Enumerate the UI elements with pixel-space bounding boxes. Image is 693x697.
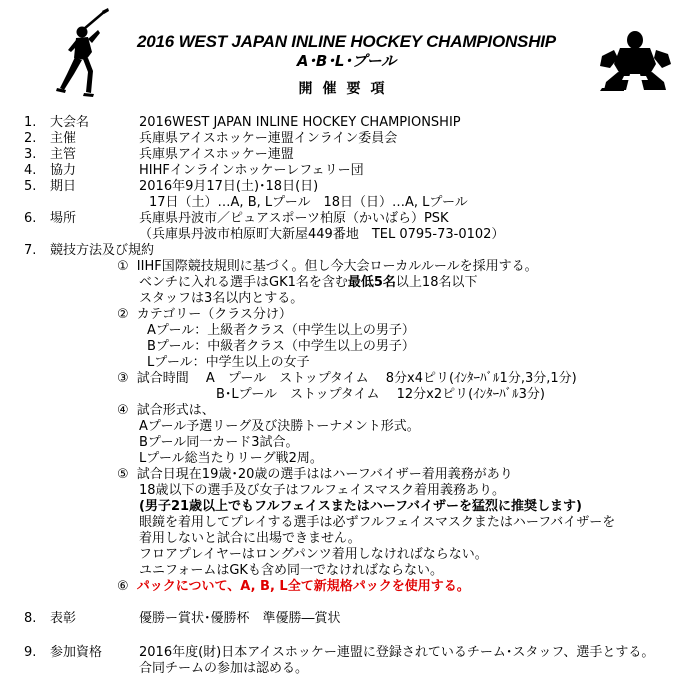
item-value: 兵庫県丹波市／ピュアスポーツ柏原（かいばら）PSK bbox=[139, 211, 449, 226]
rule-text: IIHF国際競技規則に基づく。但し今大会ローカルルールを採用する。 bbox=[136, 259, 538, 274]
item-number: 8. bbox=[24, 611, 37, 626]
rule-5-glasses: 眼鏡を着用してプレイする選手は必ずフルフェイスマスクまたはハーフバイザーを bbox=[139, 515, 616, 530]
item-value: 2016年9月17日(土)･18日(日) bbox=[139, 179, 319, 194]
rule-4 bbox=[117, 403, 215, 419]
item-value: HIHFインラインホッケーレフェリー団 bbox=[139, 163, 364, 178]
rule-2-pool-a: Aプール：上級者クラス（中学生以上の男子） bbox=[147, 323, 415, 338]
rule-text: 試合日現在19歳･20歳の選手ははハーフバイザー着用義務があり bbox=[136, 467, 513, 482]
rule-mark: ⑥ bbox=[117, 579, 129, 594]
item-label: 競技方法及び規約 bbox=[50, 243, 155, 258]
item-label: 主管 bbox=[50, 147, 77, 162]
rule-4-pool-l: Lプール総当たりリーグ戦2周。 bbox=[139, 451, 323, 466]
rule-5-uniform: ユニフォームはGKも含め同一でなければならない。 bbox=[139, 563, 443, 578]
rule-text: 以上18名以下 bbox=[395, 275, 478, 290]
item-value: （兵庫県丹波市柏原町大新屋449番地 TEL 0795-73-0102） bbox=[139, 227, 505, 242]
rule-mark: ③ bbox=[117, 371, 129, 386]
rule-1-staff: スタッフは3名以内とする。 bbox=[139, 291, 304, 306]
rule-1 bbox=[117, 259, 538, 275]
rule-3-pool-bl: B･Lプール ストップタイム 12分x2ピリ(ｲﾝﾀｰﾊﾞﾙ3分) bbox=[216, 387, 546, 402]
item-label: 期日 bbox=[50, 179, 77, 194]
rule-5-pants: フロアプレイヤーはロングパンツ着用しなければならない。 bbox=[139, 547, 488, 562]
pool-subtitle: A･B･L･プール bbox=[296, 52, 397, 70]
rule-text: 試合形式は、 bbox=[136, 403, 215, 418]
rule-5-under18: 18歳以下の選手及び女子はフルフェイスマスク着用義務あり。 bbox=[139, 483, 505, 498]
item-value: 優勝ー賞状･優勝杯 準優勝―賞状 bbox=[139, 611, 341, 626]
event-title-en: 2016 WEST JAPAN INLINE HOCKEY CHAMPIONSHIP bbox=[137, 32, 556, 51]
rule-4-pool-b: Bプール同一カード3試合。 bbox=[139, 435, 299, 450]
rule-text-bold: 最低5名 bbox=[347, 275, 396, 290]
item-number: 2. bbox=[24, 131, 37, 146]
rule-mark: ④ bbox=[117, 403, 129, 418]
item-number: 5. bbox=[24, 179, 37, 194]
rule-text: カテゴリー（クラス分け） bbox=[136, 307, 292, 322]
rule-text: 試合時間 A プール ストップタイム 8分x4ピリ(ｲﾝﾀｰﾊﾞﾙ1分,3分,1分) bbox=[136, 371, 577, 386]
item-value: 兵庫県アイスホッケー連盟 bbox=[139, 147, 294, 162]
rule-5-recommendation: (男子21歳以上でもフルフェイスまたはハーフバイザーを猛烈に推奨します) bbox=[139, 499, 582, 514]
rule-1-roster bbox=[139, 275, 477, 291]
item-number: 1. bbox=[24, 115, 37, 130]
item-number: 4. bbox=[24, 163, 37, 178]
item-label: 参加資格 bbox=[50, 645, 103, 660]
item-value: 合同チームの参加は認める。 bbox=[139, 661, 309, 676]
item-value: 兵庫県アイスホッケー連盟インライン委員会 bbox=[139, 131, 398, 146]
rule-mark: ① bbox=[117, 259, 129, 274]
item-value: 2016年度(財)日本アイスホッケー連盟に登録されているチーム･スタッフ、選手とする。 bbox=[139, 645, 655, 660]
item-value: 17日（土）…A, B, Lプール 18日（日）…A, Lプール bbox=[149, 195, 468, 210]
rule-2-pool-b: Bプール：中級者クラス（中学生以上の男子） bbox=[147, 339, 415, 354]
rule-text: ベンチに入れる選手はGK1名を含む bbox=[139, 275, 348, 290]
item-number: 9. bbox=[24, 645, 37, 660]
item-label: 表彰 bbox=[50, 611, 77, 626]
item-number: 6. bbox=[24, 211, 37, 226]
item-label: 大会名 bbox=[50, 115, 90, 130]
rule-5 bbox=[117, 467, 513, 483]
page-heading: 開催要項 bbox=[298, 81, 395, 97]
item-number: 3. bbox=[24, 147, 37, 162]
rule-5-glasses-cont: 着用しないと試合に出場できません。 bbox=[139, 531, 361, 546]
item-value: 2016WEST JAPAN INLINE HOCKEY CHAMPIONSHIP bbox=[139, 115, 461, 130]
item-label: 協力 bbox=[50, 163, 77, 178]
item-label: 場所 bbox=[50, 211, 77, 226]
rule-2 bbox=[117, 307, 292, 323]
item-label: 主催 bbox=[50, 131, 77, 146]
rule-mark: ⑤ bbox=[117, 467, 129, 482]
rule-2-pool-l: Lプール：中学生以上の女子 bbox=[147, 355, 310, 370]
rule-mark: ② bbox=[117, 307, 129, 322]
rule-6 bbox=[117, 579, 470, 595]
rule-4-pool-a: Aプール予選リーグ及び決勝トーナメント形式。 bbox=[139, 419, 420, 434]
item-number: 7. bbox=[24, 243, 37, 258]
rule-text-warning: パックについて、A, B, L全て新規格パックを使用する。 bbox=[136, 579, 470, 594]
rule-3 bbox=[117, 371, 577, 387]
